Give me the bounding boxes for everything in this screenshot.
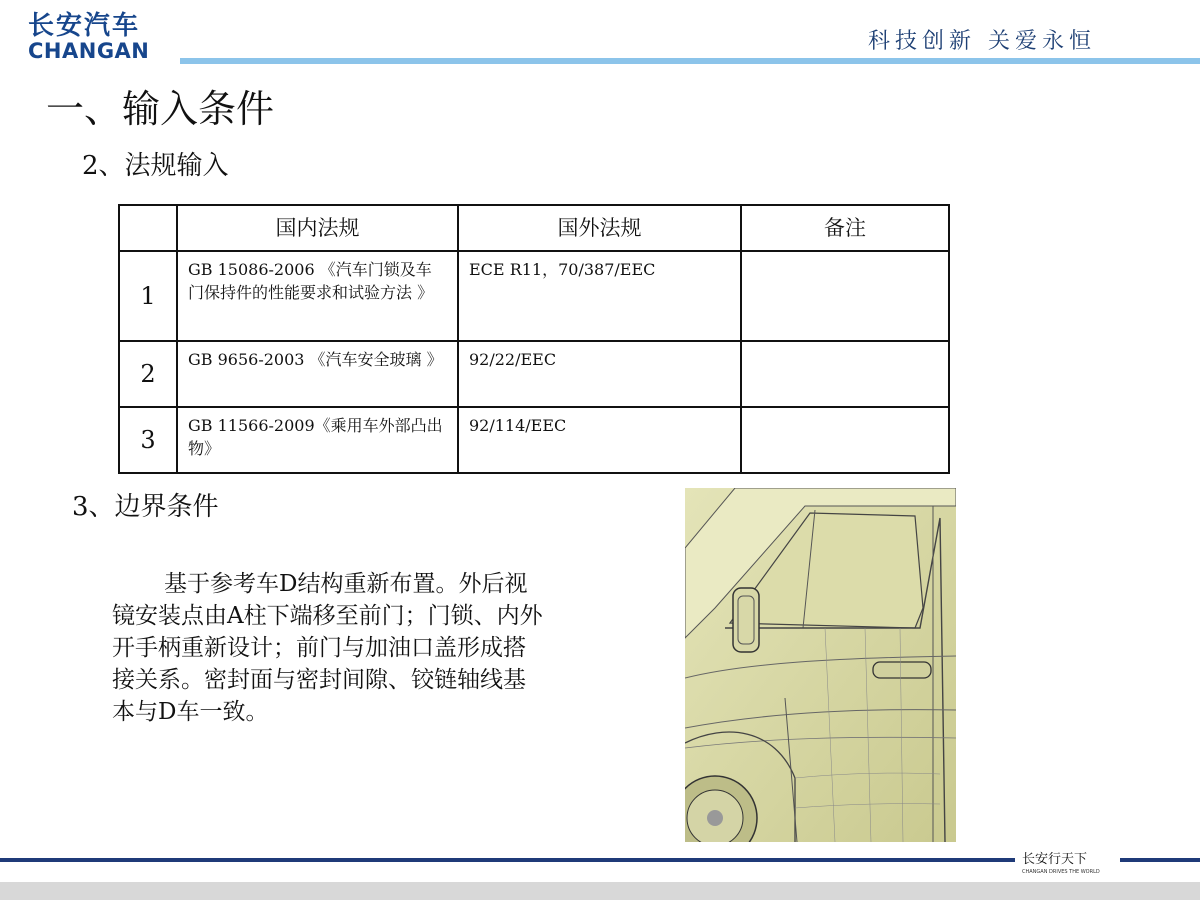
header-cell-index: [119, 205, 177, 251]
table-row: [119, 407, 949, 473]
row-number: 3: [119, 407, 177, 473]
changan-logo: [28, 12, 163, 62]
table-header-row: [119, 205, 949, 251]
note: [741, 341, 949, 407]
domestic-regulation: GB 11566-2009《乘用车外部凸出物》: [177, 407, 458, 473]
regulations-table: [118, 204, 950, 474]
domestic-regulation: GB 15086-2006 《汽车门锁及车门保持件的性能要求和试验方法 》: [177, 251, 458, 341]
slogan: 科技创新 关爱永恒: [868, 29, 1096, 54]
boundary-description: [112, 568, 544, 728]
header-cell-domestic: 国内法规: [177, 205, 458, 251]
page-title: 一、输入条件: [46, 87, 275, 131]
header-cell-note: 备注: [741, 205, 949, 251]
note: [741, 251, 949, 341]
footer-divider: [0, 858, 1015, 862]
row-number: 1: [119, 251, 177, 341]
changan-footer-logo: [1020, 846, 1116, 876]
footer-logo-chinese: 长安行天下: [1022, 852, 1088, 867]
foreign-regulation: ECE R11，70/387/EEC: [458, 251, 741, 341]
table-row: [119, 251, 949, 341]
footer-divider-right: [1120, 858, 1200, 862]
domestic-regulation: GB 9656-2003 《汽车安全玻璃 》: [177, 341, 458, 407]
logo-chinese: 长安汽车: [28, 11, 141, 41]
section-boundary-title: 3、边界条件: [72, 492, 219, 522]
header-cell-foreign: 国外法规: [458, 205, 741, 251]
note: [741, 407, 949, 473]
section-regulations-title: 2、法规输入: [82, 151, 229, 181]
table-row: [119, 341, 949, 407]
logo-english: CHANGAN: [28, 39, 150, 63]
van-door-cad-image: [685, 488, 956, 842]
foreign-regulation: 92/22/EEC: [458, 341, 741, 407]
row-number: 2: [119, 341, 177, 407]
footer-band: [0, 882, 1200, 900]
boundary-text: 基于参考车D结构重新布置。外后视镜安装点由A柱下端移至前门；门锁、内外开手柄重新设计；前门与加油口盖形成搭接关系。密封面与密封间隙、铰链轴线基本与D车一致。: [112, 571, 543, 725]
foreign-regulation: 92/114/EEC: [458, 407, 741, 473]
header-divider: [180, 58, 1200, 64]
footer-logo-english: CHANGAN DRIVES THE WORLD: [1022, 869, 1100, 875]
